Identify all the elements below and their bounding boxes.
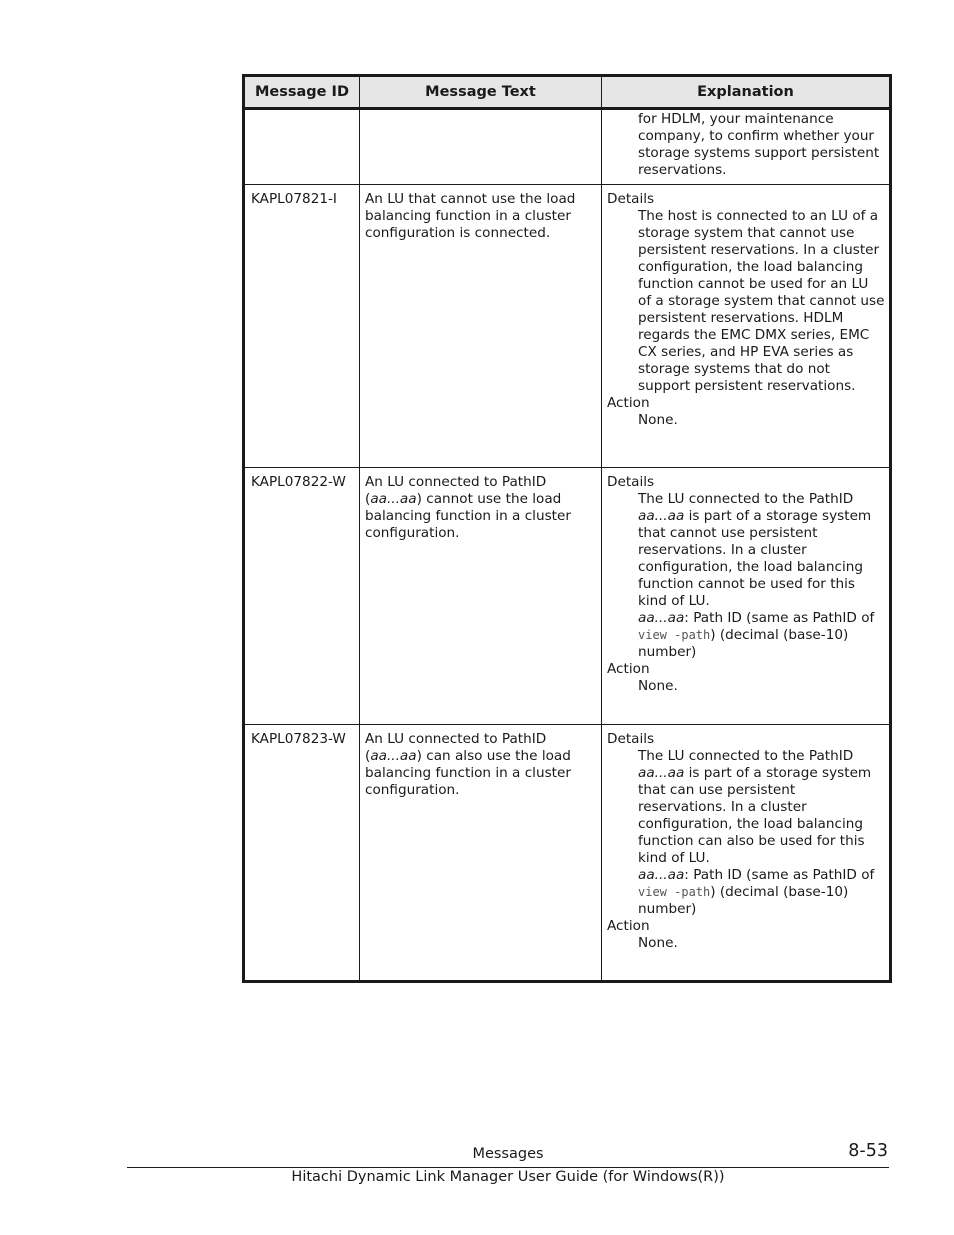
- action-text: None.: [638, 935, 678, 951]
- details-variable: aa...aa: [638, 508, 685, 524]
- variable-desc-1: : Path ID (same as PathID of: [684, 610, 875, 626]
- variable-desc-1: : Path ID (same as PathID of: [684, 867, 875, 883]
- details-label: Details: [607, 191, 655, 207]
- header-message-text: Message Text: [360, 76, 602, 109]
- action-label: Action: [607, 661, 650, 677]
- cell-text-empty: [360, 109, 602, 185]
- explanation-cell: [602, 725, 891, 982]
- footer-guide-title: Hitachi Dynamic Link Manager User Guide (for Windows(R)): [291, 1169, 725, 1185]
- explanation-cell: [602, 185, 891, 468]
- message-text: [360, 725, 602, 982]
- details-text: The host is connected to an LU of a storage system that cannot use persistent reservations. In a cluster configuration, the load balancing function cannot be used for an LU of a storage system that cannot use persistent reservations. HDLM regards the EMC DMX series, EMC CX series, and HP EVA series as storage systems that do not support persistent reservations.: [638, 208, 885, 394]
- message-text-post: ) cannot use the load balancing function in a cluster configuration.: [365, 491, 571, 541]
- variable-name: aa...aa: [638, 610, 685, 626]
- table-header-row: [244, 76, 891, 109]
- message-text-variable: aa...aa: [370, 748, 417, 764]
- details-label: Details: [607, 474, 655, 490]
- details-post: is part of a storage system that can use persistent reservations. In a cluster configuration, the load balancing function can also be used for this kind of LU.: [638, 765, 872, 866]
- details-pre: The LU connected to the PathID: [638, 491, 854, 507]
- action-text: None.: [638, 412, 678, 428]
- message-id: KAPL07821-I: [244, 185, 360, 468]
- message-text: An LU that cannot use the load balancing function in a cluster configuration is connected.: [360, 185, 602, 468]
- action-text: None.: [638, 678, 678, 694]
- header-explanation: Explanation: [602, 76, 891, 109]
- variable-name: aa...aa: [638, 867, 685, 883]
- table-row: [244, 468, 891, 725]
- details-text: [607, 748, 885, 867]
- command-code: view -path: [638, 628, 711, 642]
- table-row-continued: [244, 109, 891, 185]
- footer-section-title: Messages: [472, 1146, 544, 1162]
- variable-desc-2: ) (decimal (base-10) number): [638, 884, 849, 917]
- continued-explanation: for HDLM, your maintenance company, to confirm whether your storage systems support persistent reservations.: [638, 111, 880, 178]
- message-text-variable: aa...aa: [370, 491, 417, 507]
- details-pre: The LU connected to the PathID: [638, 748, 854, 764]
- footer-page-number: 8-53: [848, 1141, 888, 1161]
- message-text-pre: An LU connected to PathID (: [365, 731, 547, 764]
- details-label: Details: [607, 731, 655, 747]
- action-label: Action: [607, 918, 650, 934]
- explanation-cell: [602, 468, 891, 725]
- details-text: [607, 491, 885, 610]
- variable-desc-2: ) (decimal (base-10) number): [638, 627, 849, 660]
- table-row: [244, 185, 891, 468]
- table-row: [244, 725, 891, 982]
- message-id: KAPL07823-W: [244, 725, 360, 982]
- message-text-pre: An LU connected to PathID (: [365, 474, 547, 507]
- message-text: [360, 468, 602, 725]
- header-message-id: Message ID: [244, 76, 360, 109]
- cell-explanation: [602, 109, 891, 185]
- details-post: is part of a storage system that cannot use persistent reservations. In a cluster configuration, the load balancing function cannot be used for this kind of LU.: [638, 508, 872, 609]
- variable-description: [607, 610, 885, 661]
- variable-description: [607, 867, 885, 918]
- cell-id-empty: [244, 109, 360, 185]
- message-text-post: ) can also use the load balancing function in a cluster configuration.: [365, 748, 571, 798]
- messages-table: [242, 74, 892, 983]
- action-label: Action: [607, 395, 650, 411]
- message-id: KAPL07822-W: [244, 468, 360, 725]
- command-code: view -path: [638, 885, 711, 899]
- details-variable: aa...aa: [638, 765, 685, 781]
- footer-divider: [127, 1167, 889, 1168]
